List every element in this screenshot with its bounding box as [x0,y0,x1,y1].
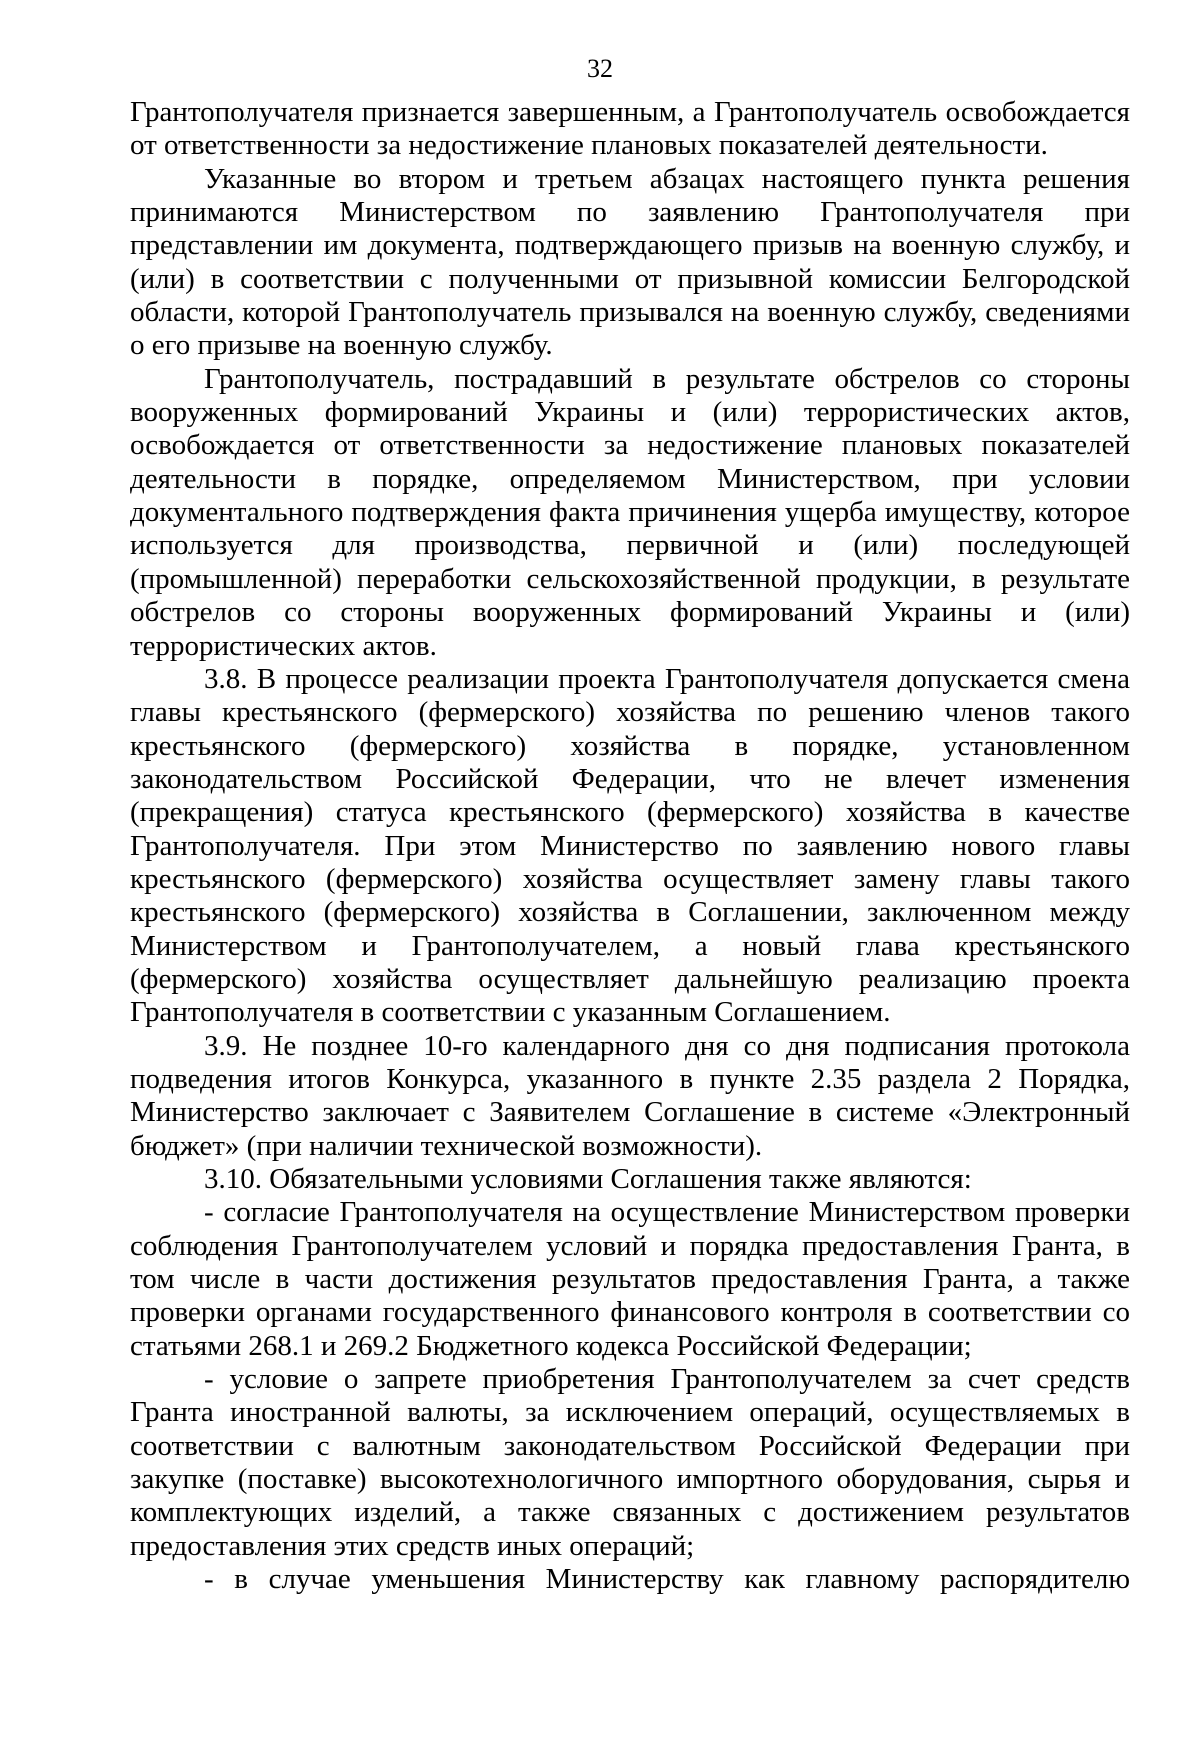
page-number: 32 [587,54,613,83]
list-item-currency-ban: - условие о запрете приобретения Грантополучателем за счет средств Гранта иностранной валюты, за исключением операций, осуществляемых в соответствии с валютным законодательством Российской Федерации при закупке (поставке) высокотехнологичного импортного оборудования, сырья и комплектующих изделий, а также связанных с достижением результатов предоставления этих средств иных операций; [130,1363,1130,1562]
list-item-reduction: - в случае уменьшения Министерству как главному распорядителю [204,1563,1130,1596]
paragraph-3-10: 3.10. Обязательными условиями Соглашения также являются: [204,1163,972,1195]
list-item-consent: - согласие Грантополучателя на осуществление Министерством проверки соблюдения Грантополучателем условий и порядка предоставления Гранта, в том числе в части достижения результатов предоставления Гранта, а также проверки органами государственного финансового контроля в соответствии со статьями 268.1 и 269.2 Бюджетного кодекса Российской Федерации; [130,1196,1130,1362]
paragraph-decision-conditions: Указанные во втором и третьем абзацах настоящего пункта решения принимаются Министерством по заявлению Грантополучателя при представлении им документа, подтверждающего призыв на военную службу, и (или) в соответствии с полученными от призывной комиссии Белгородской области, которой Грантополучатель призывался на военную службу, сведениями о его призыве на военную службу. [130,162,1130,362]
paragraph-3-8: 3.8. В процессе реализации проекта Грантополучателя допускается смена главы крестьянского (фермерского) хозяйства по решению членов такого крестьянского (фермерского) хозяйства в порядке, установленном законодательством Российской Федерации, что не влечет изменения (прекращения) статуса крестьянского (фермерского) хозяйства в качестве Грантополучателя. При этом Министерство по заявлению нового главы крестьянского (фермерского) хозяйства осуществляет замену главы такого крестьянского (фермерского) хозяйства в Соглашении, заключенном между Министерством и Грантополучателем, а новый глава крестьянского (фермерского) хозяйства осуществляет дальнейшую реализацию проекта Грантополучателя в соответствии с указанным Соглашением. [130,662,1130,1029]
paragraph-shelling-exemption: Грантополучатель, пострадавший в результате обстрелов со стороны вооруженных формирований Украины и (или) террористических актов, освобождается от ответственности за недостижение плановых показателей деятельности в порядке, определяемом Министерством, при условии документального подтверждения факта причинения ущерба имуществу, которое используется для производства, первичной и (или) последующей (промышленной) переработки сельскохозяйственной продукции, в результате обстрелов со стороны вооруженных формирований Украины и (или) террористических актов. [130,362,1130,662]
paragraph-3-9: 3.9. Не позднее 10-го календарного дня со дня подписания протокола подведения итогов Конкурса, указанного в пункте 2.35 раздела 2 Порядка, Министерство заключает с Заявителем Соглашение в системе «Электронный бюджет» (при наличии технической возможности). [130,1029,1130,1162]
document-body [130,96,1130,1596]
paragraph-continuation: Грантополучателя признается завершенным, а Грантополучатель освобождается от ответственности за недостижение плановых показателей деятельности. [130,96,1130,162]
